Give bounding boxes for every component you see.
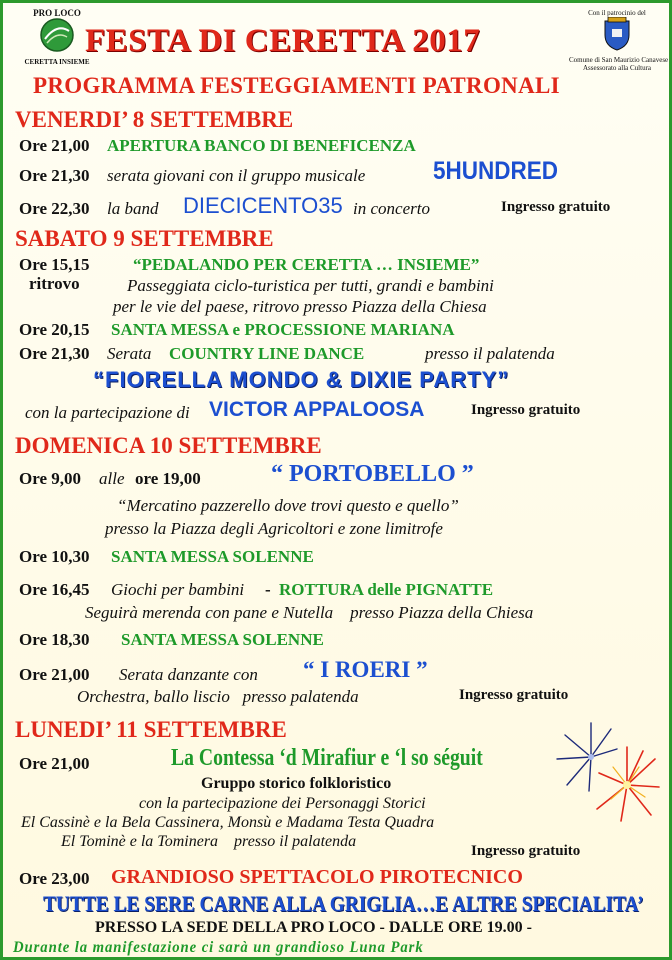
event-desc: alle	[99, 469, 125, 488]
event-desc: Orchestra, ballo liscio presso palatenda	[77, 687, 359, 706]
free-entry-label: Ingresso gratuito	[471, 402, 581, 418]
event-desc: Passeggiata ciclo-turistica per tutti, grandi e bambini	[127, 276, 494, 295]
event-desc: Serata danzante con	[119, 665, 258, 684]
event-title: SANTA MESSA SOLENNE	[121, 630, 324, 649]
time-label: Ore 21,00	[19, 754, 90, 773]
time-label: Ore 10,30	[19, 547, 90, 566]
event-subtitle: Gruppo storico folkloristico	[201, 775, 392, 792]
event-desc: “Mercatino pazzerello dove trovi questo e quello”	[117, 496, 459, 515]
event-desc: per le vie del paese, ritrovo presso Piazza della Chiesa	[113, 297, 487, 316]
comune-logo	[569, 9, 669, 72]
band-name: DIECICENTO35	[183, 193, 343, 218]
event-title: APERTURA BANCO DI BENEFICENZA	[107, 136, 416, 155]
assessorato-label: Assessorato alla Cultura	[582, 64, 652, 72]
event-desc: Seguirà merenda con pane e Nutella presso Piazza della Chiesa	[85, 603, 534, 622]
time-label: Ore 9,00	[19, 469, 82, 488]
band-name: 5HUNDRED	[433, 157, 559, 185]
event-title: SANTA MESSA SOLENNE	[111, 547, 314, 566]
band-name: “ I ROERI ”	[303, 657, 428, 682]
event-title: COUNTRY LINE DANCE	[169, 344, 365, 363]
time-label: Ore 15,15	[19, 255, 90, 274]
free-entry-label: Ingresso gratuito	[471, 843, 581, 859]
time-label: Ore 21,30	[19, 166, 90, 185]
artist-name: VICTOR APPALOOSA	[209, 398, 425, 421]
page-title: FESTA DI CERETTA 2017	[85, 23, 481, 59]
time-label: Ore 21,00	[19, 136, 90, 155]
band-name: “FIORELLA MONDO & DIXIE PARTY”	[93, 367, 510, 392]
event-title: ROTTURA delle PIGNATTE	[279, 580, 494, 599]
patrocinio-label: Con il patrocinio del	[588, 9, 646, 17]
time-label: Ore 16,45	[19, 580, 90, 599]
day-heading-friday: VENERDI’ 8 SETTEMBRE	[15, 107, 294, 132]
comune-label: Comune di San Maurizio Canavese	[569, 56, 669, 64]
time-label: Ore 18,30	[19, 630, 90, 649]
time-label: Ore 21,30	[19, 344, 90, 363]
event-title: GRANDIOSO SPETTACOLO PIROTECNICO	[111, 866, 523, 888]
event-desc: Serata	[107, 344, 152, 363]
page-subtitle: PROGRAMMA FESTEGGIAMENTI PATRONALI	[33, 73, 560, 98]
event-desc: in concerto	[353, 199, 430, 218]
time-label: ore 19,00	[135, 469, 201, 488]
time-sublabel: ritrovo	[29, 274, 80, 293]
event-desc: Giochi per bambini	[111, 580, 245, 599]
event-desc: presso il palatenda	[425, 344, 555, 363]
event-desc: con la partecipazione di	[25, 403, 190, 422]
pro-loco-label: PRO LOCO	[33, 8, 81, 18]
event-desc: con la partecipazione dei Personaggi Storici	[139, 795, 426, 812]
free-entry-label: Ingresso gratuito	[459, 687, 569, 703]
day-heading-sunday: DOMENICA 10 SETTEMBRE	[15, 433, 322, 458]
time-label: Ore 20,15	[19, 320, 90, 339]
pro-loco-logo	[21, 9, 93, 66]
footer-luna-park: Durante la manifestazione ci sarà un grandioso Luna Park	[13, 939, 424, 956]
event-title: “PEDALANDO PER CERETTA … INSIEME”	[133, 255, 480, 274]
event-title: “ PORTOBELLO ”	[271, 461, 474, 487]
event-desc: presso la Piazza degli Agricoltori e zone limitrofe	[105, 519, 443, 538]
event-title: La Contessa ‘d Mirafiur e ‘l so séguit	[171, 745, 483, 771]
free-entry-label: Ingresso gratuito	[501, 199, 611, 215]
event-desc: serata giovani con il gruppo musicale	[107, 166, 366, 185]
coat-of-arms-icon	[602, 17, 632, 51]
pro-loco-emblem-icon	[37, 17, 77, 53]
event-desc: la band	[107, 199, 159, 218]
footer-location: PRESSO LA SEDE DELLA PRO LOCO - DALLE ORE 19.00 -	[95, 919, 532, 936]
time-label: Ore 22,30	[19, 199, 90, 218]
time-label: Ore 21,00	[19, 665, 90, 684]
day-heading-monday: LUNEDI’ 11 SETTEMBRE	[15, 717, 287, 742]
time-label: Ore 23,00	[19, 869, 90, 888]
event-desc: El Tominè e la Tominera presso il palatenda	[61, 833, 357, 850]
fireworks-icon	[551, 715, 661, 825]
footer-headline: TUTTE LE SERE CARNE ALLA GRIGLIA…E ALTRE SPECIALITA’	[43, 891, 644, 916]
day-heading-saturday: SABATO 9 SETTEMBRE	[15, 226, 274, 251]
event-title: SANTA MESSA e PROCESSIONE MARIANA	[111, 320, 455, 339]
event-desc: El Cassinè e la Bela Cassinera, Monsù e Madama Testa Quadra	[21, 814, 435, 831]
separator: -	[265, 580, 271, 599]
ceretta-insieme-label: CERETTA INSIEME	[24, 58, 90, 66]
